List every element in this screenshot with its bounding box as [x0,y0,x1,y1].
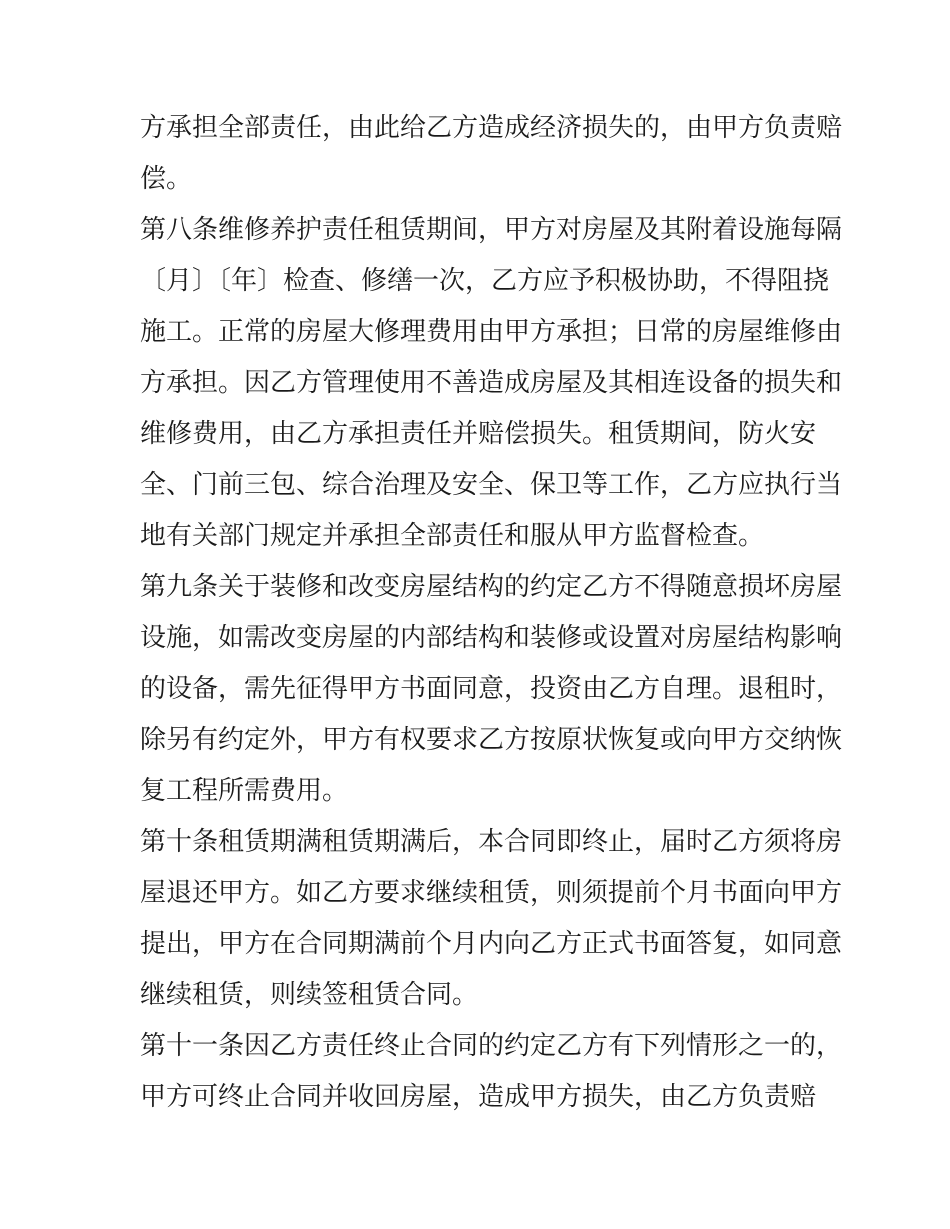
text-line: 地有关部门规定并承担全部责任和服从甲方监督检查。 [140,521,765,551]
contract-body-text [140,103,843,1123]
text-line: 偿。 [140,164,193,194]
text-line: 方承担全部责任，由此给乙方造成经济损失的，由甲方负责赔 [140,113,843,143]
text-line: 的设备，需先征得甲方书面同意，投资由乙方自理。退租时， [140,674,843,704]
text-line: 设施，如需改变房屋的内部结构和装修或设置对房屋结构影响 [140,623,843,653]
text-line: 除另有约定外，甲方有权要求乙方按原状恢复或向甲方交纳恢 [140,725,843,755]
text-line: 〔月〕〔年〕检查、修缮一次，乙方应予积极协助，不得阻挠 [140,266,830,296]
text-line: 方承担。因乙方管理使用不善造成房屋及其相连设备的损失和 [140,368,843,398]
text-line: 第十一条因乙方责任终止合同的约定乙方有下列情形之一的， [140,1031,843,1061]
text-line: 全、门前三包、综合治理及安全、保卫等工作，乙方应执行当 [140,470,843,500]
text-line: 提出，甲方在合同期满前个月内向乙方正式书面答复，如同意 [140,929,843,959]
text-line: 第九条关于装修和改变房屋结构的约定乙方不得随意损坏房屋 [140,572,843,602]
text-line: 第十条租赁期满租赁期满后，本合同即终止，届时乙方须将房 [140,827,843,857]
text-line: 复工程所需费用。 [140,776,349,806]
text-line: 施工。正常的房屋大修理费用由甲方承担；日常的房屋维修由 [140,317,843,347]
text-line: 第八条维修养护责任租赁期间，甲方对房屋及其附着设施每隔 [140,215,843,245]
text-line: 甲方可终止合同并收回房屋，造成甲方损失，由乙方负责赔 [140,1082,817,1112]
text-line: 维修费用，由乙方承担责任并赔偿损失。租赁期间，防火安 [140,419,817,449]
text-line: 屋退还甲方。如乙方要求继续租赁，则须提前个月书面向甲方 [140,878,843,908]
text-line: 继续租赁，则续签租赁合同。 [140,980,479,1010]
